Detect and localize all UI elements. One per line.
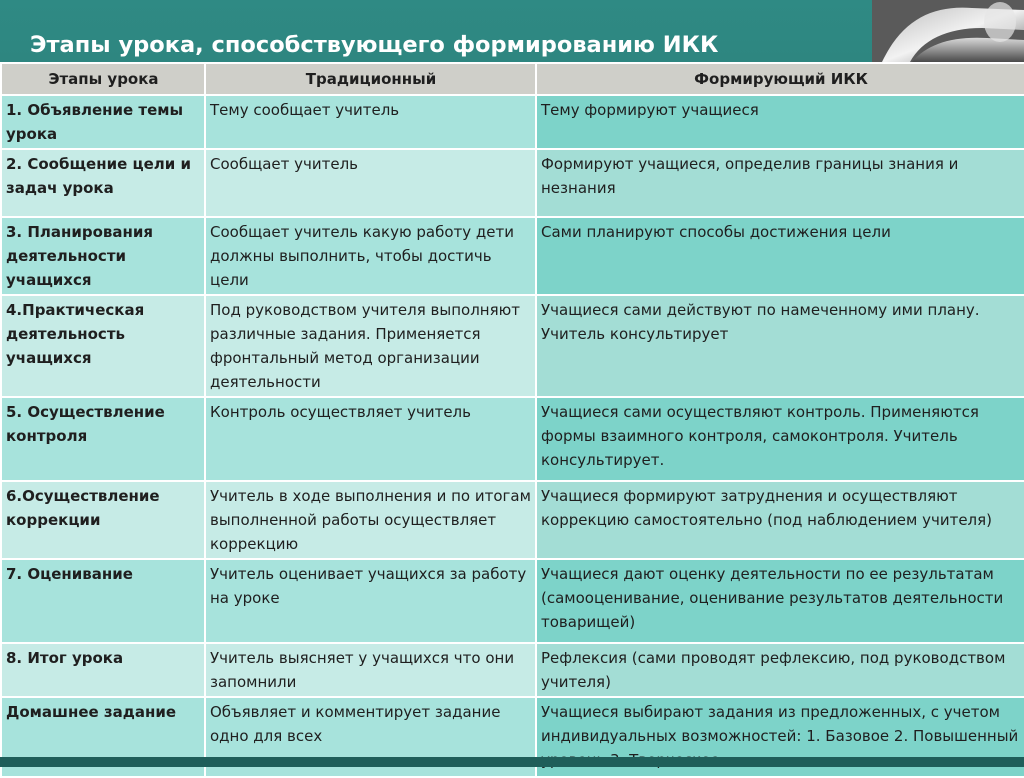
stage-cell: 2. Сообщение цели и задач урока (1, 149, 205, 217)
stage-cell: Домашнее задание (1, 697, 205, 777)
table-row (1, 643, 1024, 697)
ikk-cell: Учащиеся выбирают задания из предложенных, с учетом индивидуальных возможностей: 1. Базовое 2. Повышенный (536, 697, 1024, 777)
traditional-cell: Сообщает учитель (205, 149, 536, 217)
ikk-cell: Учащиеся сами осуществляют контроль. Применяются формы взаимного контроля, самоконтроля. Учитель консультирует. (536, 397, 1024, 481)
traditional-cell: Тему сообщает учитель (205, 95, 536, 149)
table-row (1, 217, 1024, 295)
ikk-cell: Учащиеся дают оценку деятельности по ее результатам (самооценивание, оценивание результатов деятельности товарищей) (536, 559, 1024, 643)
table-row (1, 149, 1024, 217)
ikk-cell: Рефлексия (сами проводят рефлексию, под руководством учителя) (536, 643, 1024, 697)
stage-cell: 7. Оценивание (1, 559, 205, 643)
table-row (1, 95, 1024, 149)
traditional-cell: Учитель оценивает учащихся за работу на уроке (205, 559, 536, 643)
table-row (1, 397, 1024, 481)
table-header-row (1, 63, 1024, 95)
traditional-cell: Контроль осуществляет учитель (205, 397, 536, 481)
stage-cell: 5. Осуществление контроля (1, 397, 205, 481)
table-row (1, 295, 1024, 397)
stage-cell: 1. Объявление темы урока (1, 95, 205, 149)
ikk-cell: Сами планируют способы достижения цели (536, 217, 1024, 295)
table-row (1, 559, 1024, 643)
metallic-tube-icon (872, 0, 1024, 62)
stage-cell: 6.Осуществление коррекции (1, 481, 205, 559)
ikk-cell: Учащиеся формируют затруднения и осуществляют коррекцию самостоятельно (под наблюдением учителя) (536, 481, 1024, 559)
ikk-cell: Формируют учащиеся, определив границы знания и незнания (536, 149, 1024, 217)
header-traditional: Традиционный (205, 63, 536, 95)
lesson-stages-table-wrap (0, 62, 1024, 778)
traditional-cell: Учитель выясняет у учащихся что они запомнили (205, 643, 536, 697)
header-stages: Этапы урока (1, 63, 205, 95)
stage-cell: 3. Планирования деятельности учащихся (1, 217, 205, 295)
traditional-cell: Под руководством учителя выполняют различные задания. Применяется фронтальный метод организации деятельности (205, 295, 536, 397)
header-ikk: Формирующий ИКК (536, 63, 1024, 95)
stage-cell: 8. Итог урока (1, 643, 205, 697)
traditional-cell: Учитель в ходе выполнения и по итогам выполненной работы осуществляет коррекцию (205, 481, 536, 559)
stage-cell: 4.Практическая деятельность учащихся (1, 295, 205, 397)
traditional-cell: Объявляет и комментирует задание одно для всех (205, 697, 536, 777)
traditional-cell: Сообщает учитель какую работу дети должны выполнить, чтобы достичь цели (205, 217, 536, 295)
table-row (1, 481, 1024, 559)
slide-title: Этапы урока, способствующего формированию ИКК (30, 32, 719, 58)
ikk-cell: Учащиеся сами действуют по намеченному ими плану. Учитель консультирует (536, 295, 1024, 397)
lesson-stages-table (0, 62, 1024, 778)
bottom-bar (0, 757, 1024, 767)
ikk-cell: Тему формируют учащиеся (536, 95, 1024, 149)
